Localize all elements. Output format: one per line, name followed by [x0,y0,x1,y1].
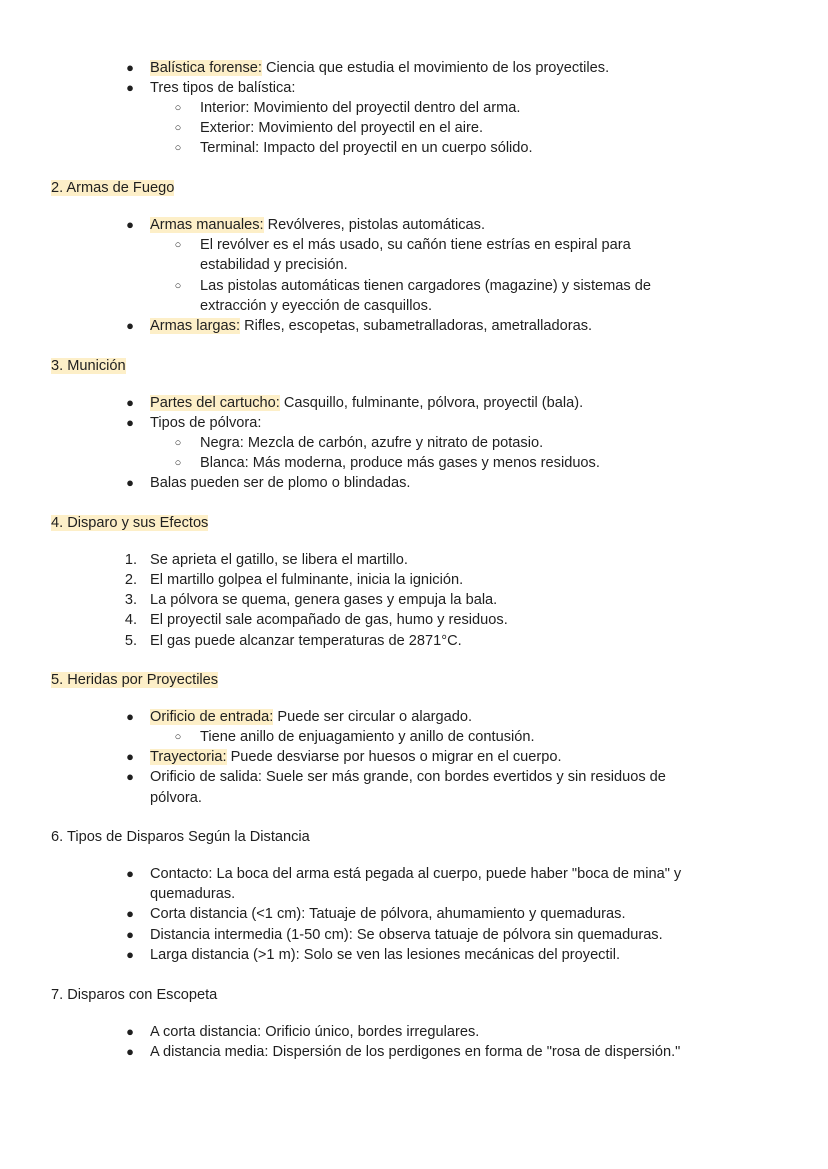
list-item: Contacto: La boca del arma está pegada al cuerpo, puede haber "boca de mina" y [150,866,682,882]
item-text: Casquillo, fulminante, pólvora, proyectil (bala). [279,395,584,411]
bullet-icon: ● [126,60,134,75]
hollow-bullet-icon: ○ [174,280,182,292]
list-item-continued: quemaduras. [150,886,236,902]
list-item: Balas pueden ser de plomo o blindadas. [150,475,411,491]
bullet-icon: ● [126,318,134,333]
list-item: Tipos de pólvora: [150,415,262,431]
bullet-icon: ● [126,1044,134,1059]
bullet-icon: ● [126,769,134,784]
list-item: Tres tipos de balística: [150,80,296,96]
section-heading: 2. Armas de Fuego [51,180,175,196]
bullet-icon: ● [126,395,134,410]
highlighted-term: Partes del cartucho: [150,395,280,411]
bullet-icon: ● [126,415,134,430]
item-text: Ciencia que estudia el movimiento de los proyectiles. [261,60,610,76]
section-heading: 7. Disparos con Escopeta [51,987,218,1003]
section-heading: 4. Disparo y sus Efectos [51,515,209,531]
numbered-item: El martillo golpea el fulminante, inicia la ignición. [150,572,464,588]
sub-list-item: Las pistolas automáticas tienen cargadores (magazine) y sistemas de [200,278,652,294]
list-item [150,58,609,78]
bullet-icon: ● [126,80,134,95]
list-item [150,747,562,767]
sub-list-item: Blanca: Más moderna, produce más gases y menos residuos. [200,455,600,471]
sub-list-item-continued: extracción y eyección de casquillos. [200,298,432,314]
step-number: 4. [124,612,137,628]
item-text: Puede desviarse por huesos o migrar en el cuerpo. [226,749,562,765]
hollow-bullet-icon: ○ [174,102,182,114]
numbered-item: La pólvora se quema, genera gases y empuja la bala. [150,592,498,608]
list-item [150,215,485,235]
bullet-icon: ● [126,749,134,764]
step-number: 5. [124,633,137,649]
section-heading: 5. Heridas por Proyectiles [51,672,219,688]
list-item [150,707,472,727]
item-text: Puede ser circular o alargado. [273,709,473,725]
numbered-item: Se aprieta el gatillo, se libera el martillo. [150,552,408,568]
section-heading: 3. Munición [51,358,126,374]
hollow-bullet-icon: ○ [174,239,182,251]
list-item: A corta distancia: Orificio único, bordes irregulares. [150,1024,480,1040]
hollow-bullet-icon: ○ [174,122,182,134]
list-item [150,393,583,413]
step-number: 2. [124,572,137,588]
sub-list-item: Tiene anillo de enjuagamiento y anillo de contusión. [200,729,535,745]
bullet-icon: ● [126,927,134,942]
bullet-icon: ● [126,866,134,881]
step-number: 1. [124,552,137,568]
highlighted-term: Balística forense: [150,60,262,76]
highlighted-term: Armas manuales: [150,217,264,233]
item-text: Revólveres, pistolas automáticas. [263,217,485,233]
bullet-icon: ● [126,709,134,724]
sub-list-item: Negra: Mezcla de carbón, azufre y nitrato de potasio. [200,435,544,451]
bullet-icon: ● [126,217,134,232]
bullet-icon: ● [126,1024,134,1039]
sub-list-item: Exterior: Movimiento del proyectil en el aire. [200,120,484,136]
bullet-icon: ● [126,906,134,921]
numbered-item: El gas puede alcanzar temperaturas de 2871°C. [150,633,462,649]
sub-list-item: Interior: Movimiento del proyectil dentro del arma. [200,100,521,116]
bullet-icon: ● [126,947,134,962]
highlighted-term: Trayectoria: [150,749,227,765]
section-heading: 6. Tipos de Disparos Según la Distancia [51,829,310,845]
list-item: Larga distancia (>1 m): Solo se ven las lesiones mecánicas del proyectil. [150,947,621,963]
sub-list-item: El revólver es el más usado, su cañón tiene estrías en espiral para [200,237,631,253]
bullet-icon: ● [126,475,134,490]
list-item: Corta distancia (<1 cm): Tatuaje de pólvora, ahumamiento y quemaduras. [150,906,626,922]
numbered-item: El proyectil sale acompañado de gas, humo y residuos. [150,612,508,628]
hollow-bullet-icon: ○ [174,457,182,469]
sub-list-item-continued: estabilidad y precisión. [200,257,348,273]
list-item: Distancia intermedia (1-50 cm): Se observa tatuaje de pólvora sin quemaduras. [150,927,663,943]
list-item: A distancia media: Dispersión de los perdigones en forma de "rosa de dispersión." [150,1044,681,1060]
list-item [150,316,592,336]
step-number: 3. [124,592,137,608]
list-item-continued: pólvora. [150,790,202,806]
hollow-bullet-icon: ○ [174,142,182,154]
highlighted-term: Armas largas: [150,318,241,334]
item-text: Rifles, escopetas, subametralladoras, ametralladoras. [240,318,593,334]
highlighted-term: Orificio de entrada: [150,709,274,725]
hollow-bullet-icon: ○ [174,731,182,743]
list-item: Orificio de salida: Suele ser más grande, con bordes evertidos y sin residuos de [150,769,666,785]
sub-list-item: Terminal: Impacto del proyectil en un cuerpo sólido. [200,140,533,156]
hollow-bullet-icon: ○ [174,437,182,449]
